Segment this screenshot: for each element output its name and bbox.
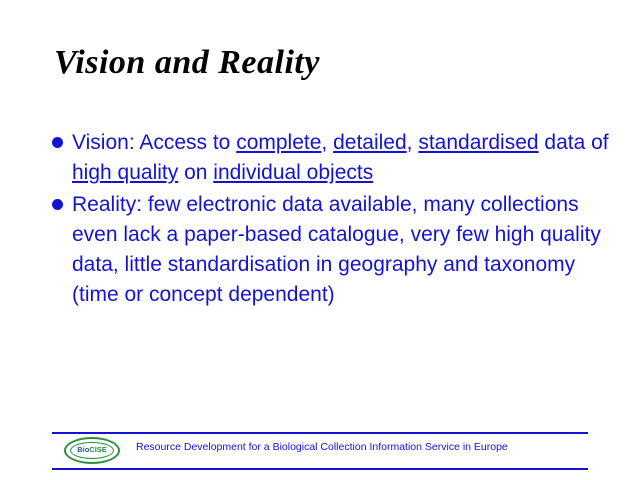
bullet-segment: , xyxy=(406,131,419,154)
logo-label-bio: Bio xyxy=(77,445,90,454)
list-item-text xyxy=(72,128,612,188)
footer-text: Resource Development for a Biological Collection Information Service in Europe xyxy=(136,441,508,453)
biocise-logo xyxy=(64,437,120,464)
list-item xyxy=(52,128,612,188)
footer-divider-top xyxy=(52,432,588,434)
page-title: Vision and Reality xyxy=(54,44,320,81)
bullet-segment: Vision: Access to xyxy=(72,131,237,154)
filled-circle-bullet-icon xyxy=(52,190,72,210)
bullet-segment: , xyxy=(321,131,334,154)
bullet-segment-underlined: complete xyxy=(236,131,322,154)
footer-divider-bottom xyxy=(52,468,588,470)
bullet-segment-underlined: high quality xyxy=(72,161,179,184)
logo-label-cise: CISE xyxy=(89,445,107,454)
bullet-list xyxy=(52,128,612,312)
bullet-segment: on xyxy=(178,161,214,184)
bullet-segment-underlined: detailed xyxy=(333,131,407,154)
bullet-segment-underlined: individual objects xyxy=(213,161,374,184)
list-item-text: Reality: few electronic data available, many collections even lack a paper-based catalogue, very few high quality data, little standardisation in geography and taxonomy (time or concept dependent) xyxy=(72,193,601,306)
logo-label xyxy=(64,445,120,454)
bullet-segment: data of xyxy=(538,131,609,154)
filled-circle-bullet-icon xyxy=(52,128,72,148)
list-item xyxy=(52,190,612,310)
bullet-segment-underlined: standardised xyxy=(418,131,539,154)
